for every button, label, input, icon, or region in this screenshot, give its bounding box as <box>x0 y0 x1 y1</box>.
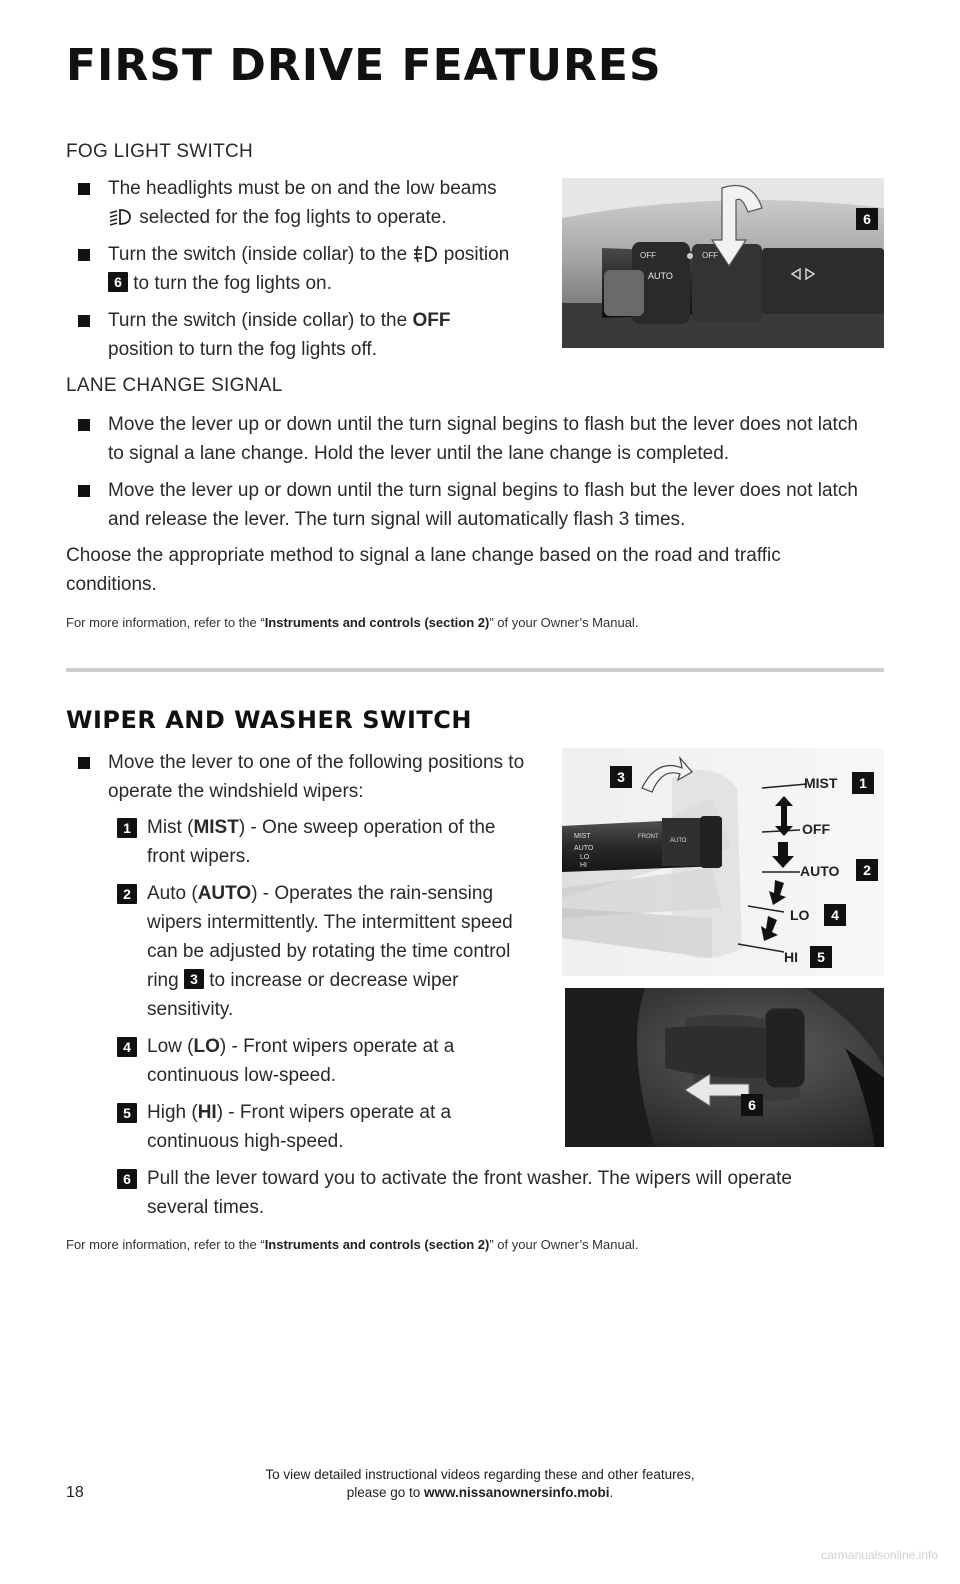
lane-change-heading: LANE CHANGE SIGNAL <box>66 375 283 396</box>
wiper-item-auto: 2 Auto (AUTO) - Operates the rain-sensing wipers intermittently. The intermittent speed can be adjusted by rotating the time control ring 3 to increase or decrease wiper sensitivity. <box>147 879 537 1024</box>
bullet-square <box>78 315 90 327</box>
callout-badge-3: 3 <box>184 969 204 989</box>
fog-bullet-3: Turn the switch (inside collar) to the OFF position to turn the fog lights off. <box>108 306 548 364</box>
collar-auto-label: AUTO <box>648 271 673 281</box>
pos-lo-callout: 4 <box>831 907 839 923</box>
fog-light-switch-photo <box>562 178 884 348</box>
wiper-item-hi: 5 High (HI) - Front wipers operate at a continuous high-speed. <box>147 1098 507 1156</box>
wiper-washer-heading: WIPER AND WASHER SWITCH <box>66 706 472 734</box>
low-beam-icon <box>108 208 134 226</box>
section-divider <box>66 668 884 672</box>
fog-light-heading: FOG LIGHT SWITCH <box>66 141 254 162</box>
wiper-positions-diagram <box>562 748 884 976</box>
pos-auto-label: AUTO <box>800 863 840 879</box>
fog-bullet-2: Turn the switch (inside collar) to the position 6 to turn the fog lights on. <box>108 240 548 298</box>
pos-off-label: OFF <box>802 821 830 837</box>
wiper-item-washer: 6 Pull the lever toward you to activate the front washer. The wipers will operate several times. <box>147 1164 847 1222</box>
pos-lo-label: LO <box>790 907 810 923</box>
fog-bullet-1: The headlights must be on and the low beams selected for the fog lights to operate. <box>108 174 538 232</box>
lever-mist-label: MIST <box>574 833 591 840</box>
wiper-item-lo: 4 Low (LO) - Front wipers operate at a continuous low-speed. <box>147 1032 507 1090</box>
fog-light-icon <box>412 245 438 263</box>
pos-hi-callout: 5 <box>817 949 825 965</box>
reference-note-1: For more information, refer to the “Instruments and controls (section 2)” of your Owner’s Manual. <box>66 615 639 630</box>
lever-hi-label: HI <box>580 862 587 869</box>
callout-badge-4: 4 <box>117 1037 137 1057</box>
callout-badge-6: 6 <box>108 272 128 292</box>
page-title: FIRST DRIVE FEATURES <box>66 40 662 91</box>
lane-bullet-1: Move the lever up or down until the turn signal begins to flash but the lever does not latch to signal a lane change. Hold the lever until the lane change is completed. <box>108 410 878 468</box>
fog-switch-illustration <box>562 178 884 348</box>
callout-badge-6: 6 <box>117 1169 137 1189</box>
pos-mist-callout: 1 <box>859 775 867 791</box>
lane-bullet-2: Move the lever up or down until the turn signal begins to flash but the lever does not latch and release the lever. The turn signal will automatically flash 3 times. <box>108 476 878 534</box>
washer-callout: 6 <box>748 1097 756 1113</box>
wiper-item-mist: 1 Mist (MIST) - One sweep operation of the front wipers. <box>147 813 535 871</box>
bullet-square <box>78 183 90 195</box>
watermark: carmanualsonline.info <box>821 1548 938 1562</box>
lever-auto-label: AUTO <box>574 845 594 852</box>
footer-link[interactable]: www.nissanownersinfo.mobi <box>424 1485 610 1500</box>
callout-badge-2: 2 <box>117 884 137 904</box>
fog-figure-callout: 6 <box>863 211 871 227</box>
bullet-square <box>78 249 90 261</box>
lever-auto2-label: AUTO <box>670 838 687 844</box>
reference-note-2: For more information, refer to the “Instruments and controls (section 2)” of your Owner’s Manual. <box>66 1237 639 1252</box>
collar-off2-label: OFF <box>702 251 718 260</box>
callout-badge-5: 5 <box>117 1103 137 1123</box>
lever-lo-label: LO <box>580 854 590 861</box>
wiper-intro-bullet: Move the lever to one of the following positions to operate the windshield wipers: <box>108 748 538 806</box>
washer-lever-illustration <box>565 988 884 1147</box>
bullet-square <box>78 485 90 497</box>
collar-off-label: OFF <box>640 251 656 260</box>
bullet-square <box>78 419 90 431</box>
pos-mist-label: MIST <box>804 775 838 791</box>
wiper-lever-illustration <box>562 748 884 976</box>
bullet-square <box>78 757 90 769</box>
pos-hi-label: HI <box>784 949 798 965</box>
page-number: 18 <box>66 1484 84 1501</box>
pos-auto-callout: 2 <box>863 862 871 878</box>
washer-lever-photo <box>565 988 884 1147</box>
lane-change-note: Choose the appropriate method to signal a lane change based on the road and traffic conditions. <box>66 545 781 595</box>
lever-front-label: FRONT <box>638 834 659 840</box>
callout-ring: 3 <box>617 769 625 785</box>
footer-note: To view detailed instructional videos regarding these and other features, please go to www.nissanownersinfo.mobi. <box>265 1467 695 1500</box>
callout-badge-1: 1 <box>117 818 137 838</box>
